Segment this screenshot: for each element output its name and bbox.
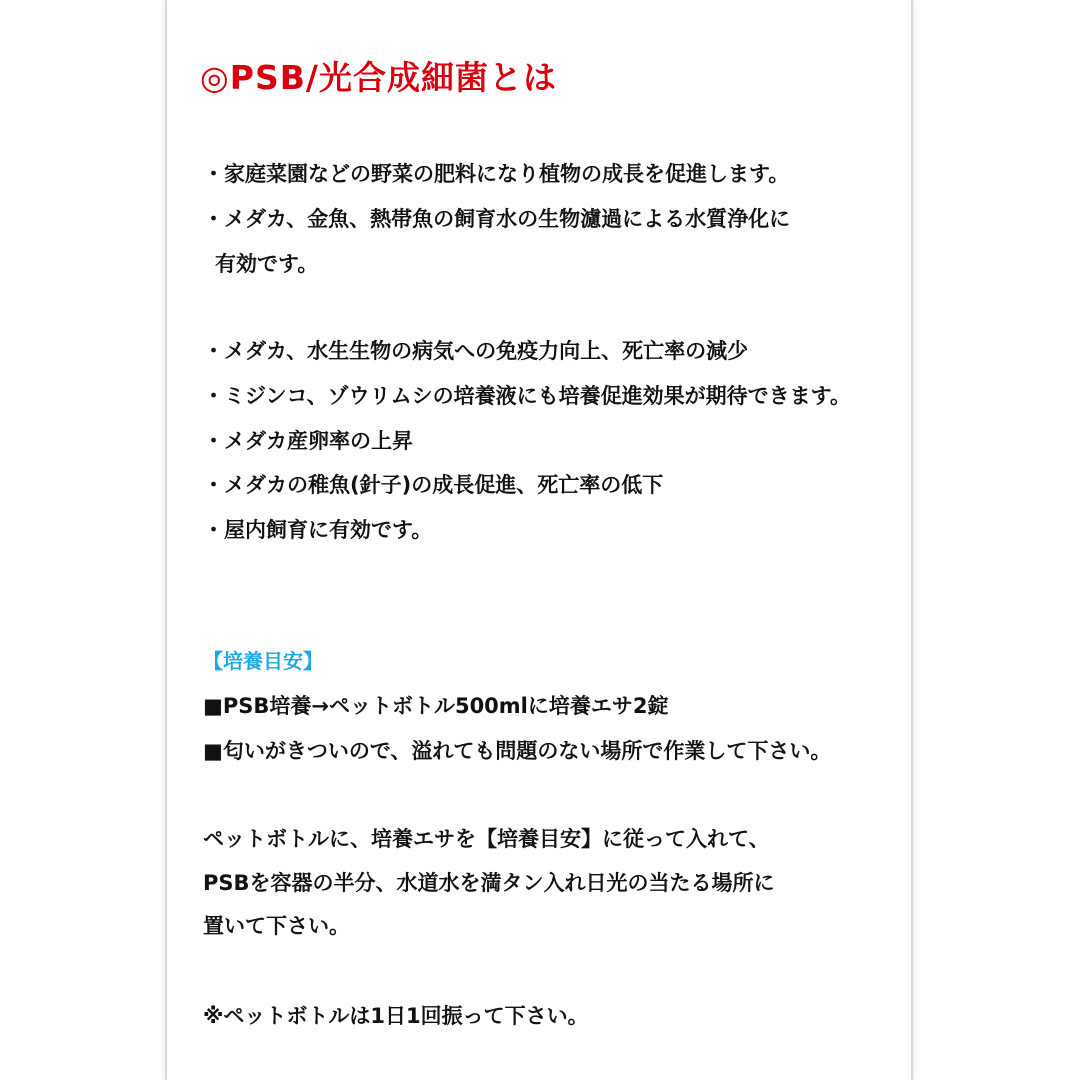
benefit-line-2-continued: 有効です。: [215, 252, 319, 276]
benefit-line-6: ・メダカの稚魚(針子)の成長促進、死亡率の低下: [203, 473, 664, 497]
culture-heading: 【培養目安】: [203, 649, 323, 673]
shake-note: ※ペットボトルは1日1回振って下さい。: [203, 1004, 589, 1028]
benefit-line-5: ・メダカ産卵率の上昇: [203, 429, 413, 453]
culture-item-2: ■匂いがきついので、溢れても問題のない場所で作業して下さい。: [203, 739, 832, 763]
instruction-line-1: ペットボトルに、培養エサを【培養目安】に従って入れて、: [203, 827, 770, 851]
benefit-line-3: ・メダカ、水生生物の病気への免疫力向上、死亡率の減少: [203, 339, 749, 363]
benefit-line-7: ・屋内飼育に有効です。: [203, 518, 433, 542]
instruction-line-2: PSBを容器の半分、水道水を満タン入れ日光の当たる場所に: [203, 871, 775, 895]
instruction-line-3: 置いて下さい。: [203, 914, 350, 938]
culture-item-1: ■PSB培養→ペットボトル500mlに培養エサ2錠: [203, 694, 669, 718]
page-title: ◎PSB/光合成細菌とは: [200, 58, 557, 97]
benefit-line-2: ・メダカ、金魚、熱帯魚の飼育水の生物濾過による水質浄化に: [203, 207, 791, 231]
benefit-line-4: ・ミジンコ、ゾウリムシの培養液にも培養促進効果が期待できます。: [203, 384, 851, 408]
benefit-line-1: ・家庭菜園などの野菜の肥料になり植物の成長を促進します。: [203, 162, 790, 186]
